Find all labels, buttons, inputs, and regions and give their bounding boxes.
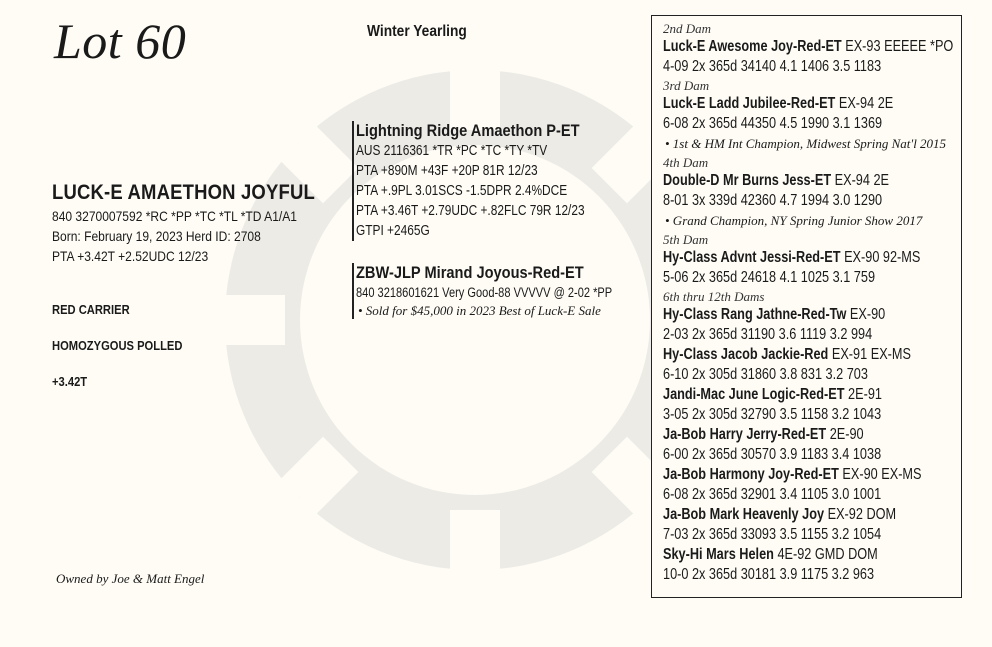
pedigree-animal bbox=[663, 465, 922, 485]
pedigree-animal bbox=[663, 171, 907, 191]
pedigree-record: 10-0 2x 365d 30181 3.9 1175 3.2 963 bbox=[663, 566, 875, 583]
pedigree-animal-name: Hy-Class Jacob Jackie-Red bbox=[663, 346, 829, 363]
pedigree-record: 6-08 2x 365d 32901 3.4 1105 3.0 1001 bbox=[663, 486, 882, 503]
pedigree-animal bbox=[663, 37, 954, 57]
dam-block bbox=[352, 263, 668, 319]
pedigree-animal-score: EX-90 92-MS bbox=[844, 249, 921, 266]
pedigree-record: 6-00 2x 365d 30570 3.9 1183 3.4 1038 bbox=[663, 446, 882, 463]
pedigree-record: 6-10 2x 305d 31860 3.8 831 3.2 703 bbox=[663, 366, 868, 383]
pedigree-animal-name: Jandi-Mac June Logic-Red-ET bbox=[663, 386, 845, 403]
pedigree-animal-name: Hy-Class Rang Jathne-Red-Tw bbox=[663, 306, 847, 323]
sire-block bbox=[352, 121, 635, 241]
pedigree-record: 7-03 2x 365d 33093 3.5 1155 3.2 1054 bbox=[663, 526, 882, 543]
pedigree-record: 8-01 3x 339d 42360 4.7 1994 3.0 1290 bbox=[663, 192, 883, 209]
pedigree-animal bbox=[663, 425, 907, 445]
animal-pta-line: PTA +3.42T +2.52UDC 12/23 bbox=[52, 248, 209, 264]
pedigree-box bbox=[651, 15, 962, 598]
lot-title: Lot 60 bbox=[54, 13, 187, 69]
pedigree-record: 2-03 2x 365d 31190 3.6 1119 3.2 994 bbox=[663, 326, 873, 343]
dam-note: • Sold for $45,000 in 2023 Best of Luck-E Sale bbox=[358, 303, 601, 318]
pedigree-animal-name: Double-D Mr Burns Jess-ET bbox=[663, 172, 832, 189]
pedigree-animal-name: Ja-Bob Harry Jerry-Red-ET bbox=[663, 426, 827, 443]
pedigree-note: • 1st & HM Int Champion, Midwest Spring Nat'l 2015 bbox=[665, 136, 947, 151]
pedigree-animal-name: Ja-Bob Harmony Joy-Red-ET bbox=[663, 466, 839, 483]
pedigree-animal-score: 2E-91 bbox=[848, 386, 882, 403]
sire-line: PTA +3.46T +2.79UDC +.82FLC 79R 12/23 bbox=[356, 203, 585, 219]
pedigree-animal bbox=[663, 94, 907, 114]
pedigree-animal-name: Luck-E Awesome Joy-Red-ET bbox=[663, 38, 842, 55]
pedigree-animal bbox=[663, 505, 907, 525]
sire-line: PTA +890M +43F +20P 81R 12/23 bbox=[356, 163, 538, 179]
sale-type: Winter Yearling bbox=[367, 23, 467, 40]
animal-id-line: 840 3270007592 *RC *PP *TC *TL *TD A1/A1 bbox=[52, 208, 297, 224]
pedigree-record: 4-09 2x 365d 34140 4.1 1406 3.5 1183 bbox=[663, 58, 882, 75]
pedigree-record: 5-06 2x 365d 24618 4.1 1025 3.1 759 bbox=[663, 269, 876, 286]
type-value: +3.42T bbox=[52, 374, 88, 389]
pedigree-generation-label: 2nd Dam bbox=[663, 21, 712, 36]
pedigree-animal-score: EX-92 DOM bbox=[827, 506, 897, 523]
pedigree-animal-name: Sky-Hi Mars Helen bbox=[663, 546, 774, 563]
pedigree-animal bbox=[663, 545, 907, 565]
pedigree-animal-name: Ja-Bob Mark Heavenly Joy bbox=[663, 506, 825, 523]
pedigree-animal-score: EX-94 2E bbox=[834, 172, 890, 189]
pedigree-animal bbox=[663, 385, 907, 405]
pedigree-record: 3-05 2x 305d 32790 3.5 1158 3.2 1043 bbox=[663, 406, 882, 423]
pedigree-animal bbox=[663, 345, 911, 365]
pedigree-generation-label: 4th Dam bbox=[663, 155, 709, 170]
pedigree-generation-label: 6th thru 12th Dams bbox=[663, 289, 765, 304]
pedigree-animal-score: 2E-90 bbox=[829, 426, 864, 443]
pedigree-animal bbox=[663, 305, 907, 325]
polled-label: HOMOZYGOUS POLLED bbox=[52, 338, 183, 353]
pedigree-animal-score: EX-91 EX-MS bbox=[831, 346, 911, 363]
owner-line: Owned by Joe & Matt Engel bbox=[56, 571, 205, 586]
pedigree-animal-name: Hy-Class Advnt Jessi-Red-ET bbox=[663, 249, 841, 266]
pedigree-animal-name: Luck-E Ladd Jubilee-Red-ET bbox=[663, 95, 836, 112]
pedigree-generation-label: 5th Dam bbox=[663, 232, 709, 247]
animal-name: LUCK-E AMAETHON JOYFUL bbox=[52, 181, 315, 204]
sire-line: AUS 2116361 *TR *PC *TC *TY *TV bbox=[356, 143, 548, 159]
dam-name: ZBW-JLP Mirand Joyous-Red-ET bbox=[356, 263, 584, 282]
sire-line: PTA +.9PL 3.01SCS -1.5DPR 2.4%DCE bbox=[356, 183, 568, 199]
pedigree-animal-score: EX-93 EEEEE *PO bbox=[845, 38, 954, 55]
pedigree-generation-label: 3rd Dam bbox=[663, 78, 710, 93]
sire-name: Lightning Ridge Amaethon P-ET bbox=[356, 121, 580, 140]
pedigree-animal-score: 4E-92 GMD DOM bbox=[777, 546, 878, 563]
red-carrier-label: RED CARRIER bbox=[52, 302, 130, 317]
pedigree-animal-score: EX-90 bbox=[849, 306, 886, 323]
dam-line: 840 3218601621 Very Good-88 VVVVV @ 2-02 *PP bbox=[356, 285, 613, 300]
pedigree-animal-score: EX-90 EX-MS bbox=[842, 466, 922, 483]
pedigree-animal bbox=[663, 248, 921, 268]
sire-line: GTPI +2465G bbox=[356, 223, 430, 239]
pedigree-animal-score: EX-94 2E bbox=[838, 95, 894, 112]
pedigree-note: • Grand Champion, NY Spring Junior Show 2017 bbox=[665, 213, 923, 228]
animal-born-line: Born: February 19, 2023 Herd ID: 2708 bbox=[52, 228, 261, 244]
pedigree-record: 6-08 2x 365d 44350 4.5 1990 3.1 1369 bbox=[663, 115, 883, 132]
